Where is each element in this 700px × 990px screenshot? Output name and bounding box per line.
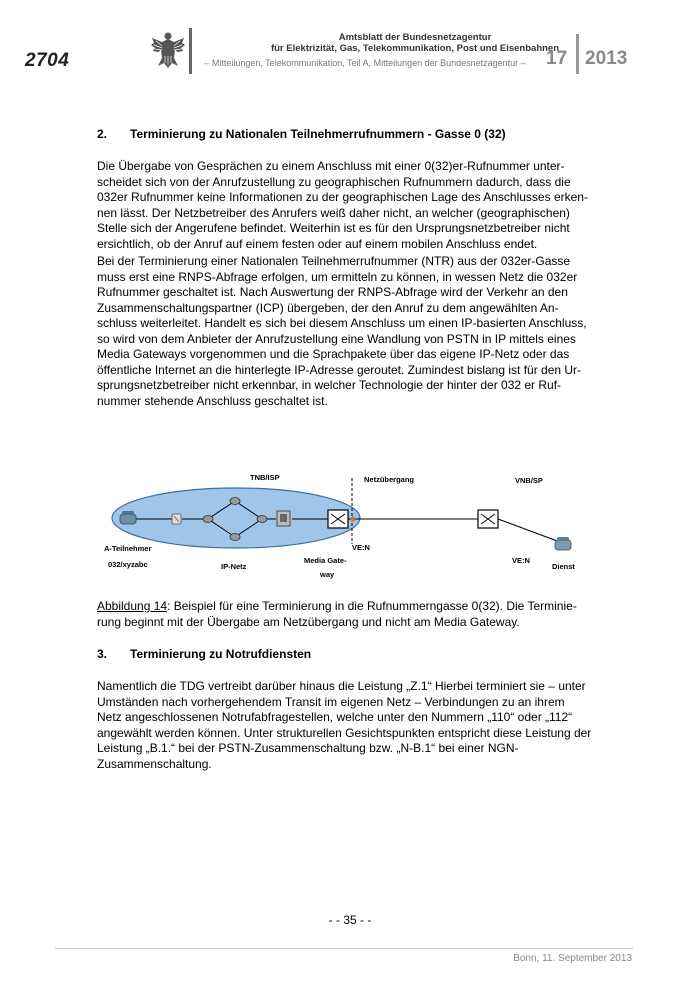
text-line: muss erst eine RNPS-Abfrage erfolgen, um ermitteln zu können, in wessen Netz die 032er	[97, 269, 578, 284]
caption-line-2: rung beginnt mit der Übergabe am Netzübergang und nicht am Media Gateway.	[97, 614, 520, 629]
text-line: schluss weiterleitet. Handelt es sich bei diesem Anschluss um einen IP-basierten Anschluss,	[97, 316, 587, 330]
text-line: nen lässt. Der Netzbetreiber des Anrufers weiß daher nicht, an welcher (geographischen)	[97, 205, 570, 220]
text-line: so wird von dem Anbieter der Anrufzustellung eine Wandlung von PSTN in IP mittels eines	[97, 331, 576, 346]
section-2-title: Terminierung zu Nationalen Teilnehmerrufnummern - Gasse 0 (32)	[130, 127, 506, 141]
label-media-gateway-line1: Media Gate-	[304, 556, 347, 565]
router-node-icon	[257, 516, 267, 523]
section-2-heading	[97, 127, 506, 141]
text-line: Bei der Terminierung einer Nationalen Teilnehmerrufnummer (NTR) aus der 032er-Gasse	[97, 254, 571, 268]
switch-netzuebergang-icon	[328, 510, 348, 528]
federal-eagle-icon	[150, 30, 186, 70]
text-line: Netz angeschlossenen Notrufabfragestellen, welche unter den Nummern „110“ oder „112“	[97, 710, 573, 724]
text-line: sprungsnetzbetreiber nicht erkennbar, in welcher Technologie der hinter der 032 er Ruf-	[97, 378, 562, 392]
network-diagram	[90, 462, 610, 582]
label-dienst: Dienst	[552, 562, 575, 571]
text-line: Media Gateways vorgenommen und die Sprachpakete über das eigene IP-Netz oder das	[97, 347, 570, 361]
switch-vnb-icon	[478, 510, 498, 528]
text-line: 032er Rufnummer keine Informationen zu der geographischen Lage des Anschlusses erken-	[97, 190, 588, 204]
phone-dienst-icon	[555, 537, 571, 550]
text-line: Zusammenschaltung.	[97, 756, 212, 771]
footer-date: Bonn, 11. September 2013	[513, 953, 632, 964]
section-2-paragraph-2	[97, 254, 597, 409]
label-ven-right: VE:N	[512, 556, 530, 565]
phone-a-teilnehmer-icon	[120, 511, 136, 524]
section-3-title: Terminierung zu Notrufdiensten	[130, 647, 312, 661]
interconnection-point-dot	[351, 517, 356, 522]
caption-text-1: : Beispiel für eine Terminierung in die Rufnummerngasse 0(32). Die Terminie-	[167, 599, 577, 613]
footer-divider	[55, 948, 633, 949]
text-line: Die Übergabe von Gesprächen zu einem Anschluss mit einer 0(32)er-Rufnummer unter-	[97, 159, 565, 173]
section-2-paragraph-1	[97, 159, 597, 252]
label-rufnummer: 032/xyzabc	[108, 560, 148, 569]
label-tnb-isp: TNB/ISP	[250, 473, 280, 482]
header-subtitle: – Mitteilungen, Telekommunikation, Teil A, Mitteilungen der Bundesnetzagentur –	[204, 58, 526, 68]
text-line: Zusammenschaltungspartner (ICP) übergeben, der den Anruf zu dem angewählten An-	[97, 300, 559, 315]
router-node-icon	[230, 534, 240, 541]
label-netzuebergang: Netzübergang	[364, 475, 415, 484]
section-3-paragraph	[97, 679, 597, 772]
header-title-line1: Amtsblatt der Bundesnetzagentur	[338, 32, 492, 43]
label-ven-left: VE:N	[352, 543, 370, 552]
text-line: Rufnummer geschaltet ist. Nach Auswertung der RNPS-Abfrage wird der Verkehr an den	[97, 285, 568, 299]
section-3-heading	[97, 647, 311, 661]
header-issue-number: 17	[546, 48, 568, 69]
text-line: Leistung „B.1.“ bei der PSTN-Zusammenschaltung bzw. „N-B.1“ bei einer NGN-	[97, 741, 519, 755]
label-a-teilnehmer: A-Teilnehmer	[104, 544, 152, 553]
router-node-icon	[203, 516, 213, 523]
header-title-line2: für Elektrizität, Gas, Telekommunikation, Post und Eisenbahnen	[270, 43, 560, 54]
text-line: Namentlich die TDG vertreibt darüber hinaus die Leistung „Z.1“ Hierbei terminiert sie – unter	[97, 679, 586, 693]
text-line: nummer stehende Anschluss geschaltet ist.	[97, 393, 328, 408]
label-ip-netz: IP-Netz	[221, 562, 247, 571]
header-issue-divider	[576, 34, 579, 74]
header-year: 2013	[585, 48, 628, 69]
header-page-number: 2704	[25, 50, 70, 71]
figure-caption	[97, 599, 597, 630]
label-media-gateway-line2: way	[320, 570, 335, 579]
text-line: Umständen nach vorhergehendem Transit im eigenen Netz – Verbindungen zu an ihrem	[97, 694, 565, 709]
caption-line-1	[97, 599, 597, 615]
adapter-icon	[172, 514, 181, 524]
text-line: ersichtlich, ob der Anruf auf einem festen oder auf einem mobilen Anschluss endet.	[97, 236, 538, 251]
media-gateway-icon	[277, 511, 290, 526]
caption-label: Abbildung 14	[97, 599, 168, 613]
label-vnb-sp: VNB/SP	[515, 476, 543, 485]
section-3-number: 3.	[97, 647, 108, 661]
router-node-icon	[230, 498, 240, 505]
text-line: öffentliche Internet an die hinterlegte IP-Adresse geroutet. Zumindest bislang ist für den Ur-	[97, 362, 582, 377]
text-line: scheidet sich von der Anrufzustellung zu geographischen Rufnummern dadurch, dass die	[97, 174, 571, 189]
footer-page-marker: - - 35 - -	[328, 913, 372, 927]
section-2-number: 2.	[97, 127, 108, 141]
network-diagram-svg	[90, 462, 610, 582]
text-line: Stelle sich der Angerufene befindet. Weiterhin ist es für den Ursprungsnetzbetreiber nicht	[97, 221, 570, 235]
text-line: angewählt werden können. Unter strukturellen Gesichtspunkten entspricht diese Leistung der	[97, 725, 592, 740]
